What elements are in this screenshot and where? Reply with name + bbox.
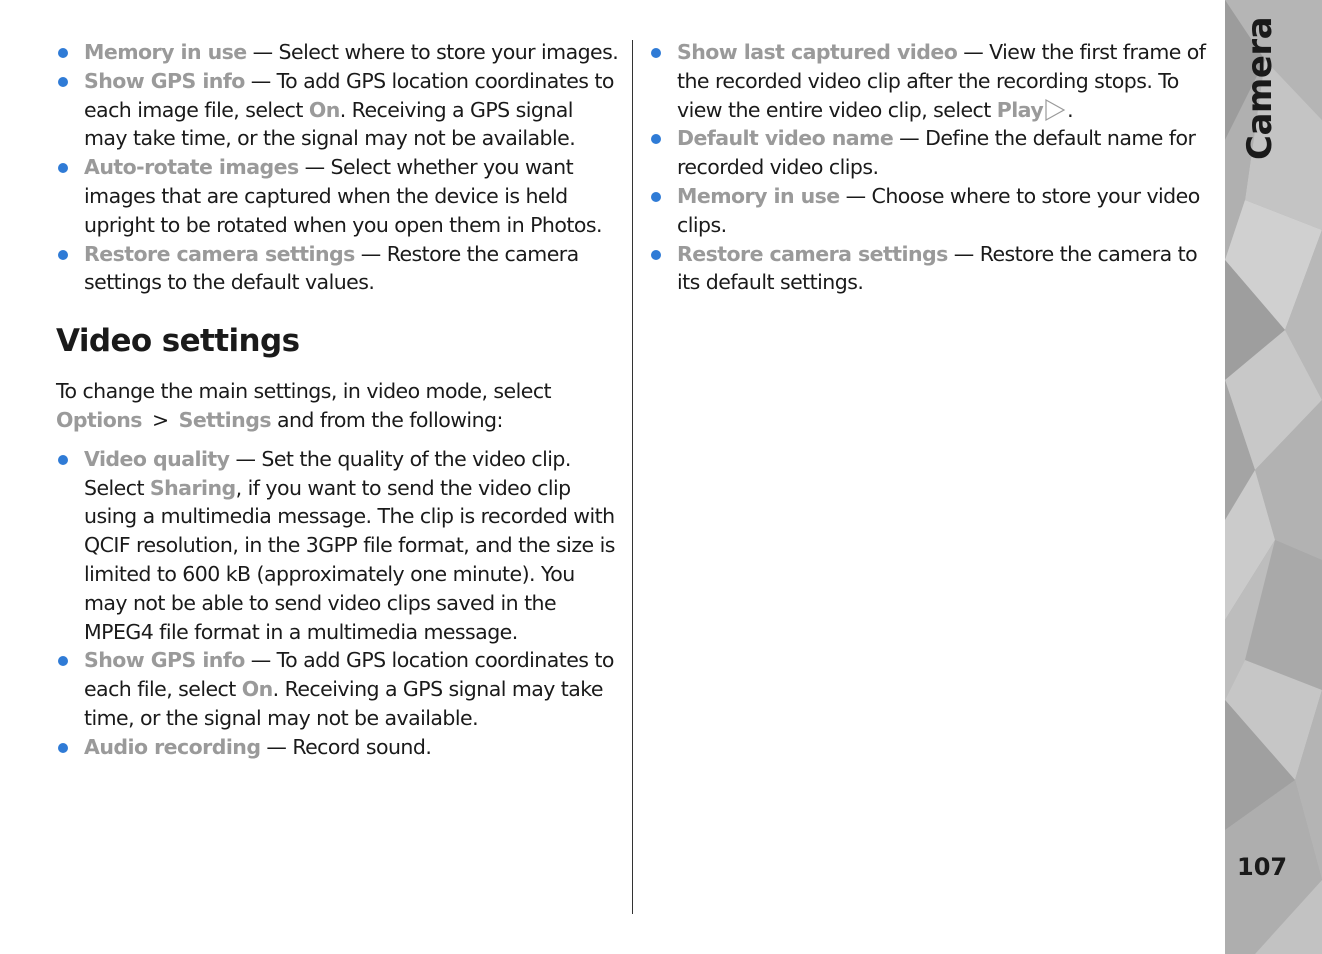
option-term: Auto-rotate images: [84, 155, 299, 180]
option-value: On: [308, 97, 340, 122]
list-item: [56, 67, 621, 153]
bullet-icon: [58, 163, 68, 173]
list-item: [56, 153, 621, 239]
list-item: [56, 646, 621, 732]
list-item: [56, 240, 621, 298]
option-term: Default video name: [677, 126, 894, 151]
list-item: [56, 38, 621, 67]
bullet-icon: [651, 250, 661, 260]
option-description: . Receiving a GPS signal may take time, or the signal may not be available.: [84, 677, 603, 730]
option-description: . Receiving a GPS signal may take time, or the signal may not be available.: [84, 97, 576, 151]
menu-path-separator: >: [151, 407, 169, 432]
option-description: — Restore the camera to its default settings.: [677, 241, 1198, 295]
option-description: — View the first frame of the recorded video clip after the recording stops. To view the entire video clip, select: [677, 40, 1206, 122]
menu-path-settings: Settings: [178, 407, 271, 432]
list-item: [649, 38, 1214, 124]
bullet-icon: [58, 250, 68, 260]
option-term: Show GPS info: [84, 648, 245, 673]
bullet-icon: [58, 48, 68, 58]
bullet-icon: [58, 77, 68, 87]
bullet-icon: [651, 48, 661, 58]
intro-paragraph: [56, 377, 621, 435]
bullet-icon: [58, 743, 68, 753]
bullet-icon: [651, 134, 661, 144]
option-description: — Restore the camera settings to the default values.: [84, 241, 579, 295]
option-term: Memory in use: [677, 183, 840, 208]
section-heading: Video settings: [56, 323, 300, 360]
column-divider: [632, 40, 633, 914]
option-description: — Choose where to store your video clips.: [677, 183, 1200, 237]
bullet-icon: [58, 455, 68, 465]
option-description: — Select whether you want images that are captured when the device is held upright to be rotated when you open them in Photos.: [84, 155, 602, 237]
option-description: — Define the default name for recorded video clips.: [677, 126, 1196, 180]
option-description: .: [1067, 97, 1074, 122]
image-settings-list: [56, 38, 621, 297]
option-term: Memory in use: [84, 40, 247, 64]
option-description: — Record sound.: [260, 734, 432, 759]
option-term: Show last captured video: [677, 40, 958, 64]
video-settings-list: [56, 445, 621, 762]
list-item: [649, 124, 1214, 182]
video-settings-list-continued: [649, 38, 1214, 297]
option-description: — To add GPS location coordinates to each image file, select: [84, 68, 614, 122]
option-value: Sharing: [149, 475, 236, 500]
option-term: Restore camera settings: [677, 241, 948, 266]
option-term: Audio recording: [84, 734, 261, 759]
list-item: [56, 733, 621, 762]
list-item: [56, 445, 621, 647]
left-column: [56, 38, 621, 762]
list-item: [649, 182, 1214, 240]
intro-text: To change the main settings, in video mode, select: [56, 379, 552, 404]
right-column: [649, 38, 1214, 297]
bullet-icon: [58, 656, 68, 666]
page-number: 107: [1237, 853, 1288, 881]
option-term: Restore camera settings: [84, 241, 355, 266]
option-description: — To add GPS location coordinates to each file, select: [84, 648, 614, 702]
play-triangle-icon: [1044, 98, 1066, 122]
intro-text: and from the following:: [270, 407, 503, 432]
option-description: — Set the quality of the video clip. Select: [84, 446, 571, 500]
chapter-title: Camera: [1240, 16, 1280, 160]
menu-path-options: Options: [56, 407, 142, 432]
option-value: Play: [996, 97, 1044, 122]
option-term: Video quality: [84, 446, 230, 471]
option-description: , if you want to send the video clip using a multimedia message. The clip is recorded with QCIF resolution, in the 3GPP file format, and the size is limited to 600 kB (approximately one minute). You may not be able to send video clips saved in the MPEG4 file format in a multimedia message.: [84, 475, 615, 644]
option-term: Show GPS info: [84, 68, 245, 93]
option-value: On: [241, 677, 273, 702]
list-item: [649, 240, 1214, 298]
option-description: — Select where to store your images.: [246, 40, 619, 64]
bullet-icon: [651, 192, 661, 202]
